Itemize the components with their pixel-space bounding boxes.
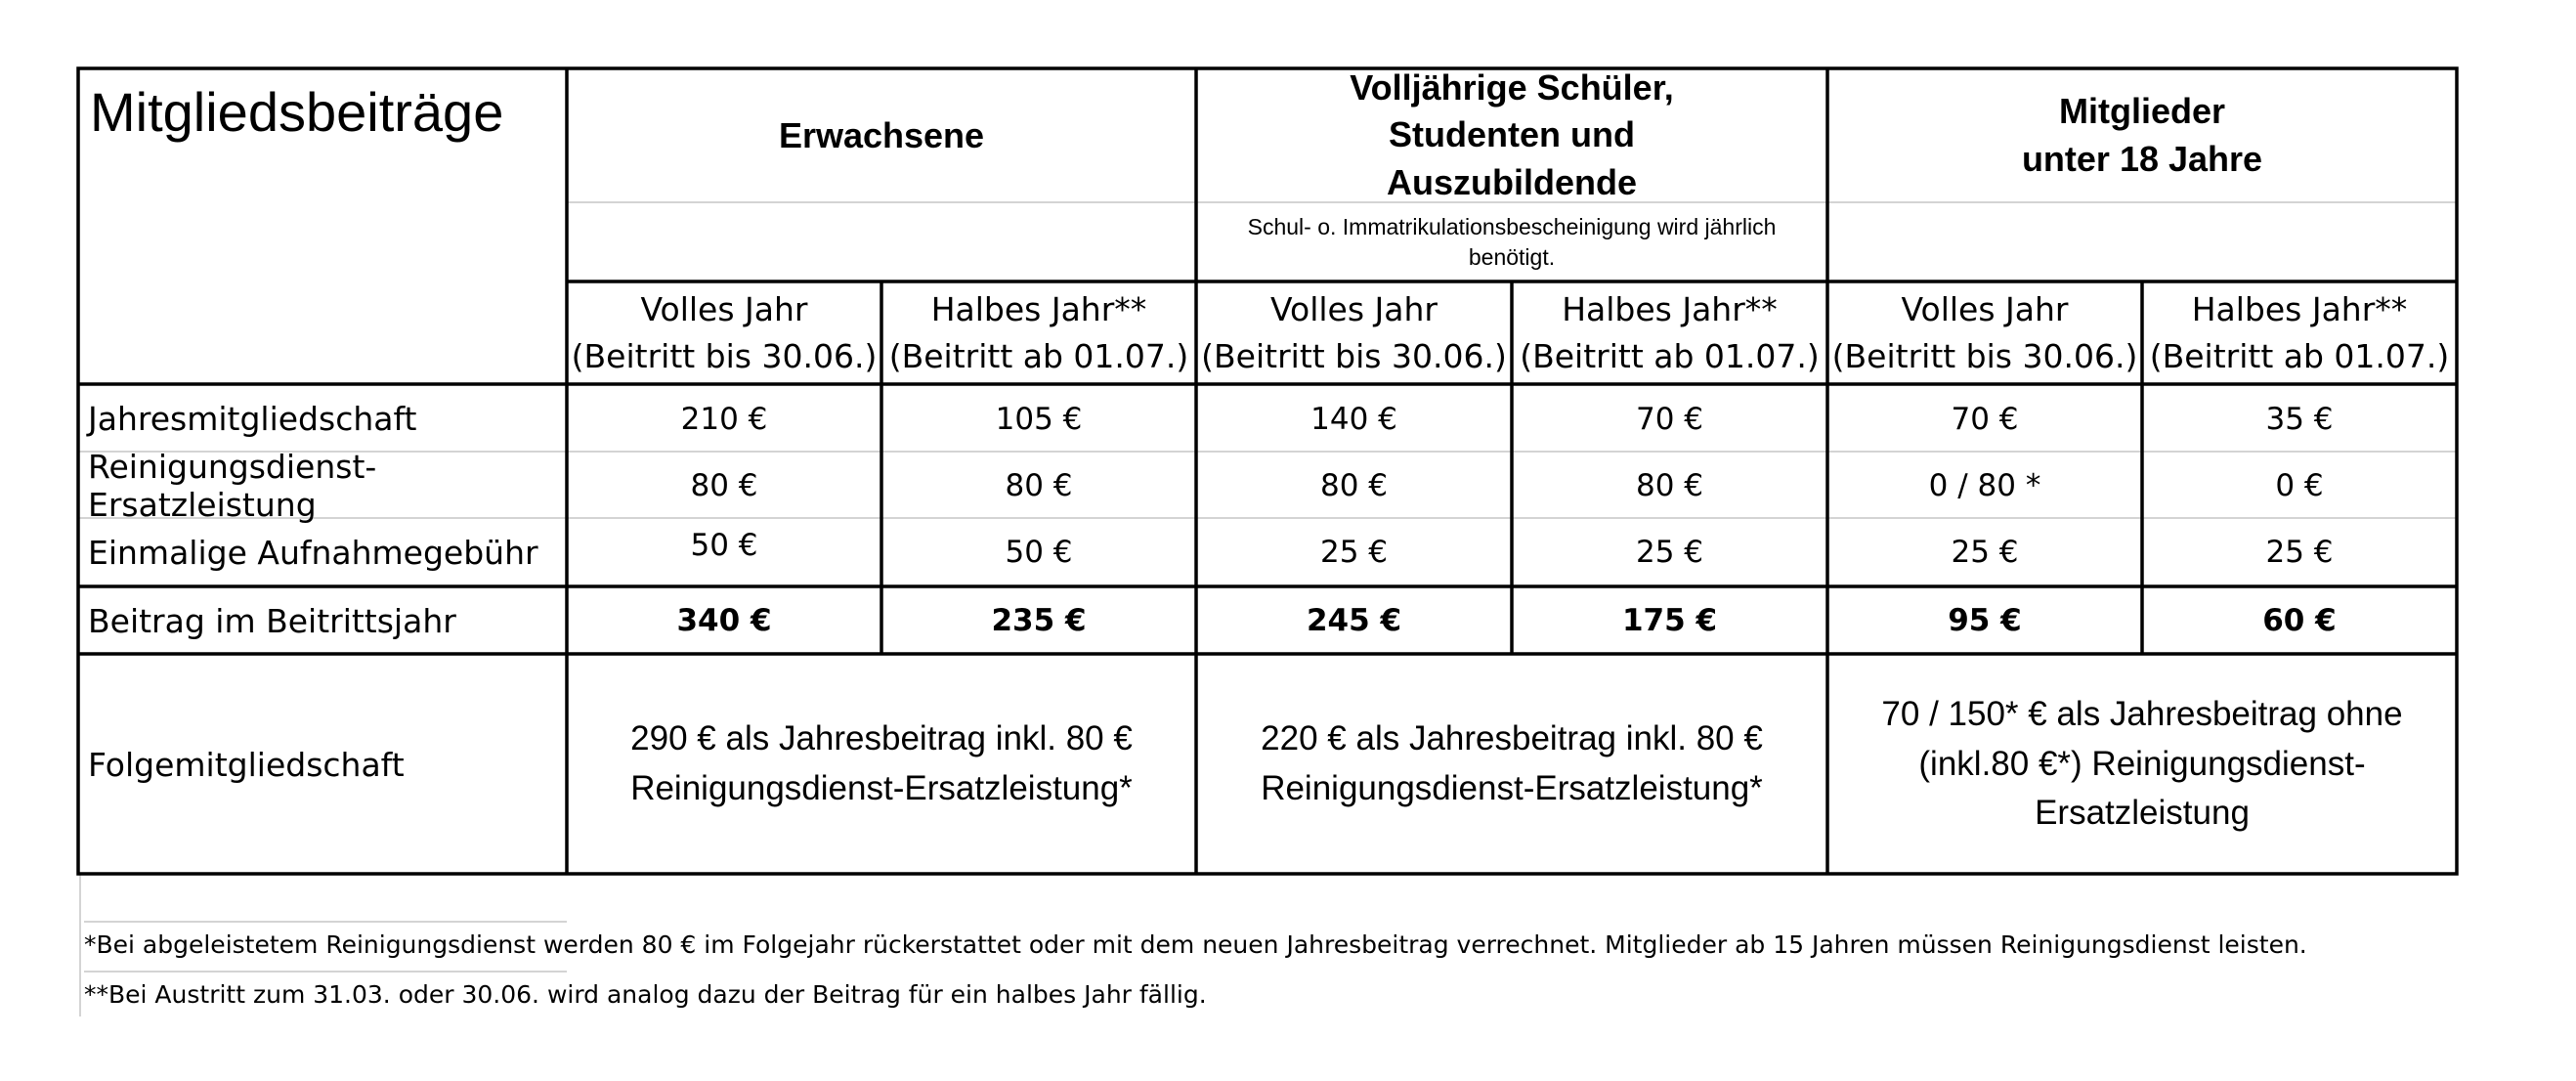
col-header-erw-halb	[883, 283, 1194, 383]
total-cell: 235 €	[991, 603, 1087, 638]
col-header-line1: Halbes Jahr**	[2191, 290, 2408, 329]
col-header-line2: (Beitritt bis 30.06.)	[1201, 337, 1507, 375]
col-header-line2: (Beitritt ab 01.07.)	[888, 337, 1189, 375]
row-label-reinigungsdienst: Reinigungsdienst-Ersatzleistung	[88, 447, 377, 524]
follow-cell-erwachsene: 290 € als Jahresbeitrag inkl. 80 € Reinigungsdienst-Ersatzleistung*	[630, 719, 1133, 807]
table-cell: 0 / 80 *	[1928, 467, 2041, 503]
row-label-beitrag-beitrittsjahr: Beitrag im Beitrittsjahr	[88, 601, 456, 640]
table-cell: 105 €	[995, 401, 1083, 437]
total-cell: 175 €	[1621, 603, 1718, 638]
col-header-line1: Volles Jahr	[1270, 290, 1438, 329]
footnote-austritt: **Bei Austritt zum 31.03. oder 30.06. wird analog dazu der Beitrag für ein halbes Jahr fällig.	[84, 980, 1207, 1009]
table-cell: 70 €	[1951, 401, 2019, 437]
table-cell: 50 €	[1005, 535, 1073, 570]
row-label-jahresmitgliedschaft: Jahresmitgliedschaft	[88, 400, 417, 438]
table-cell: 70 €	[1635, 401, 1704, 437]
footnote-reinigungsdienst: *Bei abgeleistetem Reinigungsdienst werden 80 € im Folgejahr rückerstattet oder mit dem neuen Jahresbeitrag verrechnet. Mitglieder ab 15 Jahren müssen Reinigungsdienst leisten.	[84, 930, 2307, 959]
group-header-erwachsene: Erwachsene	[778, 114, 985, 155]
table-cell: 210 €	[680, 401, 768, 437]
col-header-line1: Volles Jahr	[640, 290, 808, 329]
table-cell: 25 €	[1319, 535, 1389, 570]
follow-cell-unter-18: 70 / 150* € als Jahresbeitrag ohne (inkl.80 €*) Reinigungsdienst-Ersatzleistung	[1881, 694, 2403, 833]
table-cell: 80 €	[1319, 467, 1389, 503]
total-cell: 245 €	[1306, 603, 1402, 638]
row-label-aufnahmegebuehr: Einmalige Aufnahmegebühr	[88, 533, 538, 572]
col-header-erw-voll	[569, 283, 880, 383]
table-cell: 35 €	[2265, 401, 2334, 437]
total-cell: 340 €	[676, 603, 772, 638]
col-header-u18-halb	[2144, 283, 2455, 383]
table-cell: 140 €	[1310, 401, 1397, 437]
col-header-line2: (Beitritt ab 01.07.)	[1520, 337, 1820, 375]
col-header-sch-voll	[1198, 283, 1510, 383]
table-title: Mitgliedsbeiträge	[90, 81, 504, 143]
table-cell: 80 €	[690, 467, 758, 503]
col-header-line1: Halbes Jahr**	[1562, 290, 1778, 329]
table-cell: 80 €	[1005, 467, 1073, 503]
total-cell: 60 €	[2262, 603, 2337, 638]
group-note-schueler: Schul- o. Immatrikulationsbescheinigung wird jährlich benötigt.	[1247, 213, 1777, 270]
row-label-folgemitgliedschaft: Folgemitgliedschaft	[88, 745, 405, 784]
table-cell: 0 €	[2275, 467, 2324, 503]
total-cell: 95 €	[1948, 603, 2022, 638]
follow-cell-schueler: 220 € als Jahresbeitrag inkl. 80 € Reinigungsdienst-Ersatzleistung*	[1261, 719, 1763, 807]
col-header-u18-voll	[1829, 283, 2140, 383]
table-cell: 50 €	[690, 528, 758, 563]
col-header-line2: (Beitritt bis 30.06.)	[571, 337, 878, 375]
col-header-line2: (Beitritt ab 01.07.)	[2149, 337, 2450, 375]
table-cell: 25 €	[2265, 535, 2334, 570]
col-header-line1: Volles Jahr	[1901, 290, 2069, 329]
table-cell: 25 €	[1951, 535, 2019, 570]
group-header-schueler: Volljährige Schüler, Studenten und Auszubildende	[1350, 66, 1674, 202]
group-header-unter-18: Mitglieder unter 18 Jahre	[2021, 91, 2263, 179]
col-header-line1: Halbes Jahr**	[930, 290, 1147, 329]
col-header-sch-halb	[1514, 283, 1825, 383]
table-cell: 25 €	[1635, 535, 1704, 570]
table-cell: 80 €	[1635, 467, 1704, 503]
col-header-line2: (Beitritt bis 30.06.)	[1831, 337, 2138, 375]
